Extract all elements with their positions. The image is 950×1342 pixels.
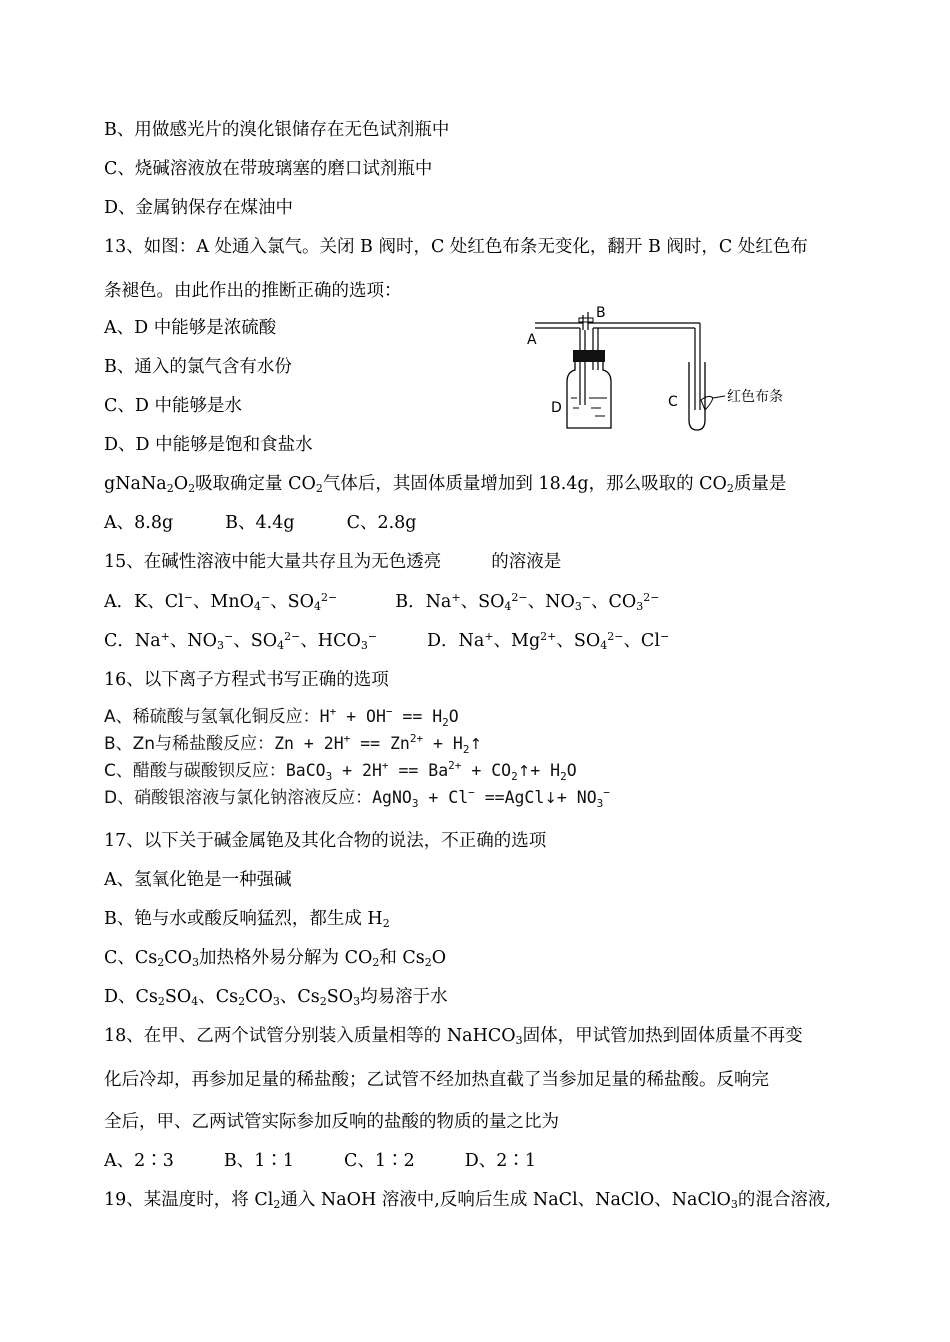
q14-options [104, 511, 417, 535]
figure-label-b: B [596, 305, 606, 321]
q17-option-b: B、铯与水或酸反响猛烈，都生成 $H_2$ [104, 909, 390, 930]
q12-option-b: B、用做感光片的溴化银储存在无色试剂瓶中 [104, 120, 450, 140]
q14-stem-mid: 吸取确定量 CO [195, 474, 316, 494]
q14-option-a: A、8.8g [104, 513, 174, 533]
q15-options-ab: A．K、Cl−、MnO$_4$−、$SO_4^{2-}$ B．Na+、$SO_4^{2-}$、$NO_3^-$、$CO_3^{2-}$ [104, 591, 660, 613]
q12-option-c: C、烧碱溶液放在带玻璃塞的磨口试剂瓶中 [104, 159, 433, 179]
q14-stem-end: 质量是 [733, 474, 787, 494]
q16-stem: 16、以下离子方程式书写正确的选项 [104, 670, 389, 690]
q18-stem-line2: 化后冷却，再参加足量的稀盐酸；乙试管不经加热直截了当参加足量的稀盐酸。反响完 [104, 1070, 769, 1090]
q18-option-b: B、1∶1 [223, 1151, 295, 1171]
q15-stem-a: 15、在碱性溶液中能大量共存且为无色透亮 [104, 552, 442, 572]
q15-options-cd: C．Na+、$NO_3^-$、$SO_4^{2-}$、$HCO_3^-$ D．Na+、$Mg^{2+}$、$SO_4^{2-}$、Cl− [104, 630, 670, 652]
q13-stem-line1: 13、如图：A 处通入氯气。关闭 B 阀时，C 处红色布条无变化，翻开 B 阀时，C 处红色布 [104, 237, 808, 257]
q14-stem-pre: gNa [104, 474, 141, 494]
q18-stem-line3: 全后，甲、乙两试管实际参加反响的盐酸的物质的量之比为 [104, 1112, 559, 1132]
q17-stem: 17、以下关于碱金属铯及其化合物的说法，不正确的选项 [104, 831, 547, 851]
q13-option-a: A、D 中能够是浓硫酸 [104, 318, 277, 338]
q18-option-d: D、2∶1 [464, 1151, 537, 1171]
q19-stem: 19、某温度时，将 $Cl_2$通入 NaOH 溶液中,反响后生成 NaCl、NaClO、NaClO$_3$的混合溶液, [104, 1190, 831, 1211]
q18-option-c: C、1∶2 [344, 1151, 415, 1171]
q18-stem-line1: 18、在甲、乙两个试管分别装入质量相等的 NaHCO$_3$固体，甲试管加热到固体质量不再变 [104, 1026, 803, 1047]
gas-washing-apparatus-figure [525, 300, 825, 438]
q18-option-a: A、2∶3 [104, 1151, 174, 1171]
figure-label-a: A [527, 332, 537, 348]
q16-option-d: D、硝酸银溶液与氯化钠溶液反应：AgNO$_3$ + Cl− ==AgCl↓+ $NO_3^-$ [104, 786, 610, 810]
q16-option-a: A、稀硫酸与氢氧化铜反应：$H^+ + OH^- == H_2O$ [104, 705, 459, 729]
q16-option-b: B、Zn与稀盐酸反应：$Zn + 2H^+ == Zn^{2+}$ + $H_2↑$ [104, 732, 483, 756]
q12-option-d: D、金属钠保存在煤油中 [104, 198, 294, 218]
q18-options [104, 1149, 536, 1173]
q14-stem: $gNaNa_2O_2$吸取确定量 $CO_2$气体后，其固体质量增加到 18.4g，那么吸取的 $CO_2$质量是 [104, 474, 787, 495]
q16-option-c: C、醋酸与碳酸钡反应：BaCO$_3$ + $2H^+ == Ba^{2+}$ + $CO_2↑+ H_2O$ [104, 759, 577, 783]
q17-option-a: A、氢氧化铯是一种强碱 [104, 870, 292, 890]
figure-label-d: D [551, 400, 562, 416]
figure-label-c: C [668, 394, 678, 410]
q15-stem-b: 的溶液是 [491, 552, 562, 572]
q13-option-b: B、通入的氯气含有水份 [104, 357, 292, 377]
q17-option-c: C、$Cs_2CO_3$加热格外易分解为 $CO_2$和 $Cs_2O$ [104, 948, 447, 969]
q13-option-d: D、D 中能够是饱和食盐水 [104, 435, 313, 455]
q17-option-d: D、$Cs_2SO_4$、$Cs_2CO_3$、$Cs_2SO_3$均易溶于水 [104, 987, 448, 1008]
q15-stem [104, 550, 561, 574]
q13-option-c: C、D 中能够是水 [104, 396, 242, 416]
figure-label-red-strip: 红色布条 [727, 389, 783, 405]
q14-stem-mid2: 气体后，其固体质量增加到 18.4g，那么吸取的 CO [322, 474, 727, 494]
q14-option-b: B、4.4g [225, 513, 295, 533]
q14-option-c: C、2.8g [346, 513, 417, 533]
q13-stem-line2: 条褪色。由此作出的推断正确的选项： [104, 281, 402, 301]
